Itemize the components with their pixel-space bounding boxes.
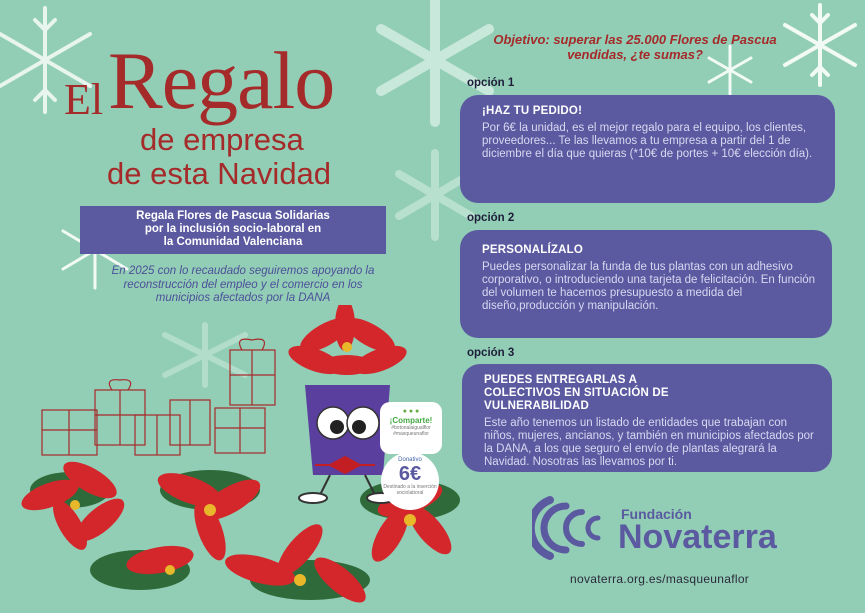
banner-line-3: la Comunidad Valenciana bbox=[163, 236, 303, 248]
banner-line-2: por la inclusión socio-laboral en bbox=[144, 223, 322, 235]
objective-text: Objetivo: superar las 25.000 Flores de Pascua vendidas, ¿te sumas? bbox=[493, 32, 777, 62]
social-icons: ● ● ● bbox=[402, 408, 420, 415]
banner-line-1: Regala Flores de Pascua Solidarias bbox=[136, 210, 330, 222]
intro-text: En 2025 con lo recaudado seguiremos apoyando la reconstrucción del empleo y el comercio en los municipios afectados por la DANA bbox=[111, 265, 375, 304]
option-1-card bbox=[460, 95, 835, 203]
novaterra-logo-icon bbox=[532, 492, 612, 564]
price-sticker bbox=[381, 452, 439, 510]
option-2-body: Puedes personalizar la funda de tus plantas con un adhesivo corporativo, o introduciendo una tarjeta de felicitación. En función del volumen te hacemos presupuesto a medida del diseño,producción y manipulación. bbox=[482, 261, 816, 312]
option-1-heading: ¡HAZ TU PEDIDO! bbox=[482, 105, 583, 117]
hashtag-2: #masqueunaflor bbox=[393, 431, 429, 437]
share-sticker bbox=[380, 402, 442, 454]
logo-name: Novaterra bbox=[618, 518, 777, 556]
option-3-label: opción 3 bbox=[467, 347, 515, 359]
logo-fundacion: Fundación bbox=[621, 506, 692, 522]
headline-regalo: Regalo bbox=[108, 35, 335, 126]
price-note: Destinado a la inserción sociolaboral bbox=[383, 484, 437, 496]
website-link[interactable]: novaterra.org.es/masqueunaflor bbox=[570, 572, 750, 586]
subtitle-banner bbox=[80, 206, 386, 254]
option-2-heading: PERSONALÍZALO bbox=[482, 244, 583, 256]
option-1-body: Por 6€ la unidad, es el mejor regalo para el equipo, los clientes, proveedores... Te las llevamos a tu empresa a partir del 1 de diciembre el día que quieras (*10€ de portes + 10€ elección día). bbox=[482, 122, 813, 160]
hashtag-1: #botonalaigualflor bbox=[391, 425, 431, 431]
option-3-card bbox=[462, 364, 832, 472]
option-3-heading: PUEDES ENTREGARLAS A COLECTIVOS EN SITUACIÓN DE VULNERABILIDAD bbox=[484, 374, 669, 412]
price-value: 6€ bbox=[398, 463, 422, 485]
option-2-label: opción 2 bbox=[467, 212, 515, 224]
headline-line3: de esta Navidad bbox=[107, 156, 332, 191]
price-label: Donativo bbox=[398, 457, 422, 463]
headline-el: El bbox=[64, 75, 104, 124]
option-2-card bbox=[460, 230, 832, 338]
share-label: ¡Comparte! bbox=[389, 416, 433, 425]
headline-line2: de empresa bbox=[140, 122, 304, 157]
option-1-label: opción 1 bbox=[467, 77, 515, 89]
option-3-body: Este año tenemos un listado de entidades que trabajan con niños, mujeres, ancianos, y también en municipios afectados por la DANA, a los que seguro el envío de plantas alegrará la Navidad. Nosotras las llevamos por ti. bbox=[484, 417, 814, 468]
